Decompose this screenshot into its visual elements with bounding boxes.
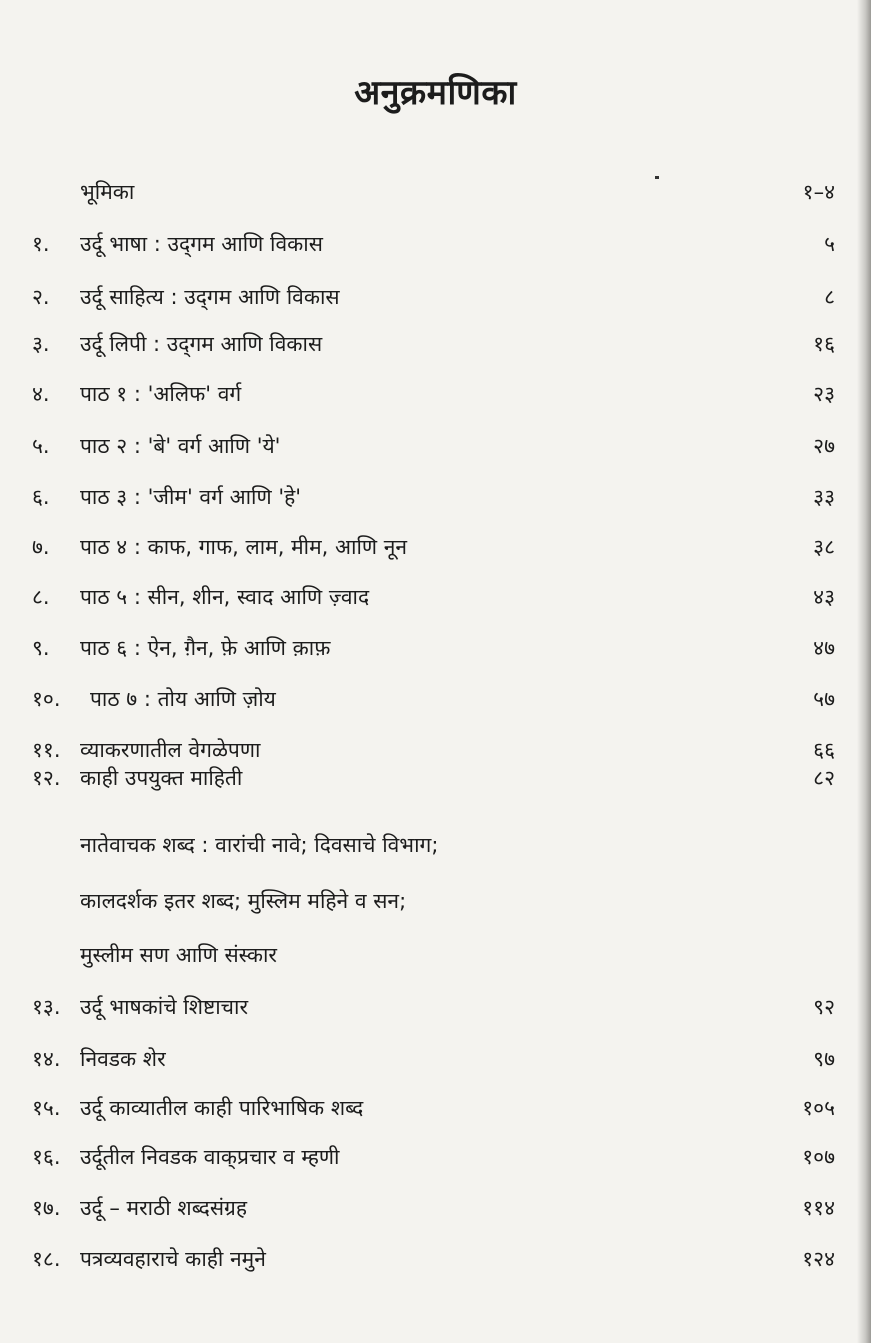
toc-entry-12 [0,763,871,793]
toc-entry-label: उर्दूतील निवडक वाक्‌प्रचार व म्हणी [80,1145,340,1169]
toc-entry-page: ५ [824,232,835,256]
toc-entry-page: ४३ [813,585,835,609]
toc-entry-label: पाठ ६ : ऐन, ग़ैन, फ़े आणि क़ाफ़ [80,636,331,660]
toc-entry-2 [0,282,871,312]
toc-entry-number: ३. [32,332,50,356]
toc-entry-label: निवडक शेर [80,1047,166,1071]
toc-entry-number: ४. [32,382,50,406]
toc-entry-label: उर्दू – मराठी शब्दसंग्रह [80,1196,248,1220]
toc-entry-label: पाठ ४ : काफ, गाफ, लाम, मीम, आणि नून [80,535,408,559]
toc-entry-page: ९२ [813,995,835,1019]
toc-entry-page: ८ [824,285,835,309]
toc-entry-number: १. [32,232,50,256]
toc-entry-page: २३ [813,382,835,406]
page-title: अनुक्रमणिका [354,73,517,113]
toc-entry-label: भूमिका [80,180,135,204]
toc-entry-page: ६६ [813,738,835,762]
toc-entry-9 [0,633,871,663]
toc-entry-label: पाठ १ : 'अलिफ' वर्ग [80,382,242,406]
toc-entry-page: १६ [813,332,835,356]
toc-entry-label: उर्दू साहित्य : उद्‌गम आणि विकास [80,285,340,309]
toc-entry-10 [0,684,871,714]
toc-entry-18 [0,1244,871,1274]
toc-entry-11 [0,735,871,765]
toc-entry-page: २७ [813,434,835,458]
toc-entry-16 [0,1142,871,1172]
toc-entry-page: १–४ [802,180,835,204]
toc-entry-number: ८. [32,585,50,609]
toc-entry-label: उर्दू लिपी : उद्‌गम आणि विकास [80,332,323,356]
toc-entry-17 [0,1193,871,1223]
toc-entry-5 [0,431,871,461]
toc-entry-label: व्याकरणातील वेगळेपणा [80,738,261,762]
toc-entry-label: पाठ ७ : तोय आणि ज़ोय [90,687,276,711]
toc-entry-number: १८. [32,1247,61,1271]
toc-entry-page: १०७ [802,1145,835,1169]
toc-entry-introduction [0,177,871,207]
toc-entry-page: ९७ [813,1047,835,1071]
toc-entry-number: ५. [32,434,50,458]
toc-entry-number: १७. [32,1196,61,1220]
toc-entry-label: पत्रव्यवहाराचे काही नमुने [80,1247,266,1271]
toc-entry-page: ५७ [813,687,835,711]
toc-entry-4 [0,379,871,409]
toc-entry-label: उर्दू भाषकांचे शिष्टाचार [80,995,249,1019]
toc-entry-label: पाठ ३ : 'जीम' वर्ग आणि 'हे' [80,485,302,509]
toc-entry-8 [0,582,871,612]
toc-entry-number: १२. [32,766,61,790]
toc-entry-13 [0,992,871,1022]
toc-entry-14 [0,1044,871,1074]
toc-entry-page: ११४ [802,1196,835,1220]
toc-entry-page: ४७ [813,636,835,660]
toc-entry-page: ३३ [813,485,835,509]
toc-entry-number: ११. [32,738,61,762]
toc-entry-page: ८२ [813,766,835,790]
toc-subentry-line: कालदर्शक इतर शब्द; मुस्लिम महिने व सन; [80,889,407,913]
toc-entry-label: उर्दू काव्यातील काही पारिभाषिक शब्द [80,1096,364,1120]
toc-entry-6 [0,482,871,512]
toc-entry-number: ७. [32,535,50,559]
toc-subentry-line: मुस्लीम सण आणि संस्कार [80,943,277,967]
toc-entry-number: १४. [32,1047,61,1071]
toc-subentry-line: नातेवाचक शब्द : वारांची नावे; दिवसाचे विभाग; [80,833,439,857]
toc-entry-number: १३. [32,995,61,1019]
toc-entry-number: २. [32,285,50,309]
toc-entry-number: १६. [32,1145,61,1169]
toc-entry-1 [0,229,871,259]
toc-entry-label: काही उपयुक्त माहिती [80,766,243,790]
toc-entry-7 [0,532,871,562]
toc-entry-number: १०. [32,687,61,711]
toc-entry-page: १२४ [802,1247,835,1271]
toc-entry-3 [0,329,871,359]
toc-entry-page: ३८ [813,535,835,559]
toc-entry-label: उर्दू भाषा : उद्‌गम आणि विकास [80,232,323,256]
toc-entry-label: पाठ ५ : सीन, शीन, स्वाद आणि ज़्वाद [80,585,370,609]
toc-entry-label: पाठ २ : 'बे' वर्ग आणि 'ये' [80,434,281,458]
toc-entry-number: ९. [32,636,50,660]
toc-entry-number: ६. [32,485,50,509]
toc-entry-page: १०५ [802,1096,835,1120]
toc-entry-number: १५. [32,1096,61,1120]
toc-entry-15 [0,1093,871,1123]
